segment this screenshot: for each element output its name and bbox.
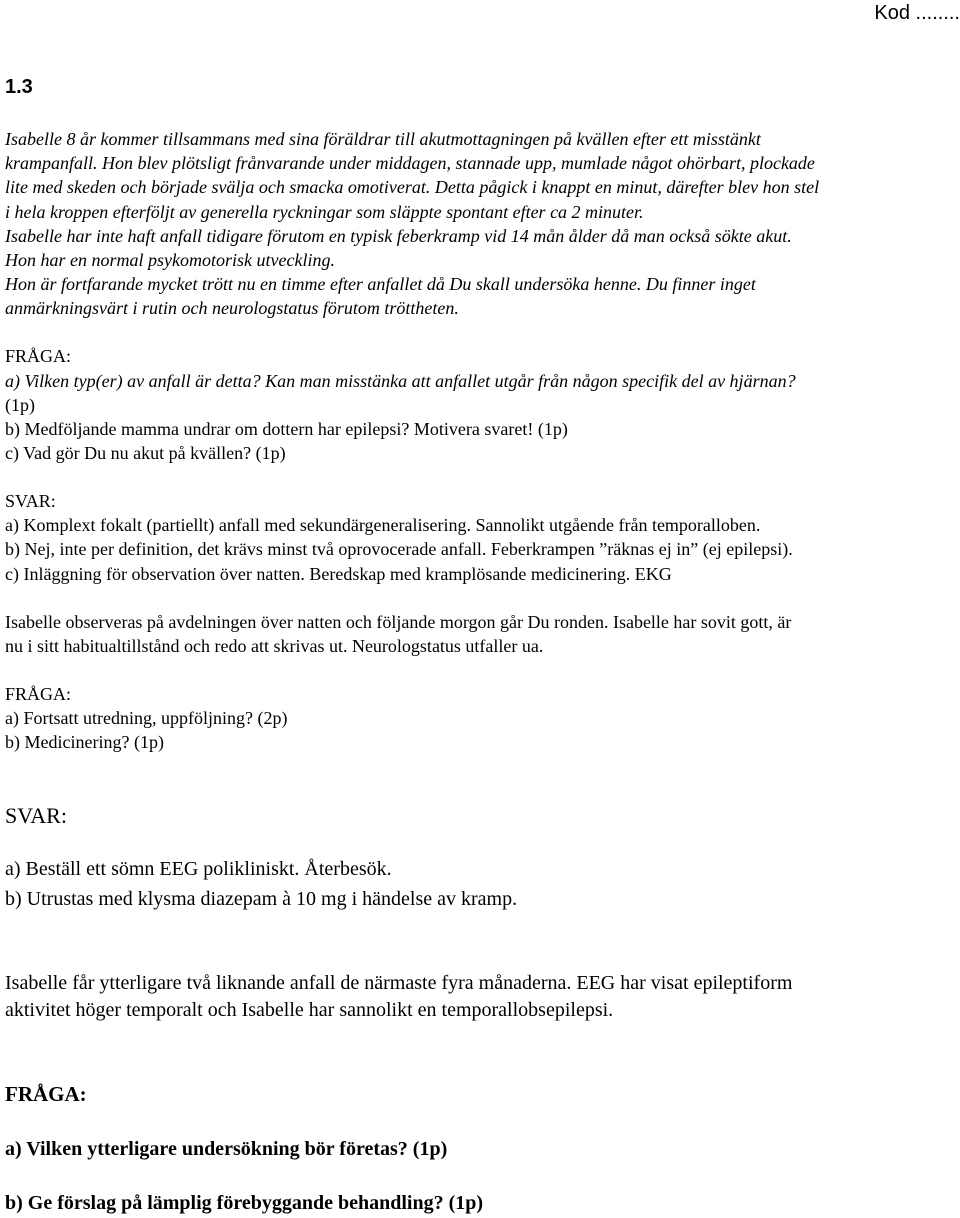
case-line: Hon är fortfarande mycket trött nu en timme efter anfallet då Du skall undersöka henne. Du finner inget [5, 274, 756, 294]
question-item: b) Medicinering? (1p) [5, 732, 164, 752]
question-item: b) Medföljande mamma undrar om dottern har epilepsi? Motivera svaret! (1p) [5, 419, 568, 439]
case-line: aktivitet höger temporalt och Isabelle har sannolikt en temporallobsepilepsi. [5, 999, 614, 1021]
case-line: i hela kroppen efterföljt av generella ryckningar som släppte spontant efter ca 2 minuter. [5, 202, 644, 222]
question-item: c) Vad gör Du nu akut på kvällen? (1p) [5, 443, 286, 463]
question-heading: FRÅGA: [5, 684, 72, 704]
answer-item: c) Inläggning för observation över natten. Beredskap med kramplösande medicinering. EKG [5, 564, 672, 584]
case-line: Isabelle 8 år kommer tillsammans med sina föräldrar till akutmottagningen på kvällen efter ett misstänkt [5, 129, 761, 149]
case-line: krampanfall. Hon blev plötsligt frånvarande under middagen, stannade upp, mumlade något ohörbart, plockade [5, 153, 815, 173]
case-line: anmärkningsvärt i rutin och neurologstatus förutom tröttheten. [5, 298, 459, 318]
answer-heading: SVAR: [5, 491, 56, 511]
question-item: a) Vilken typ(er) av anfall är detta? Kan man misstänka att anfallet utgår från någon specifik del av hjärnan? [5, 371, 796, 391]
answer-heading: SVAR: [5, 803, 67, 828]
case-line: Isabelle observeras på avdelningen över natten och följande morgon går Du ronden. Isabelle har sovit gott, är [5, 612, 792, 632]
code-field: Kod ........ [874, 2, 960, 24]
answer-item: b) Nej, inte per definition, det krävs minst två oprovocerade anfall. Feberkrampen ”räknas ej in” (ej epilepsi). [5, 539, 793, 559]
section-number: 1.3 [5, 76, 33, 98]
answer-item: a) Komplext fokalt (partiellt) anfall med sekundärgeneralisering. Sannolikt utgående från temporalloben. [5, 515, 761, 535]
question-item: a) Vilken ytterligare undersökning bör företas? (1p) [5, 1138, 448, 1160]
question-heading: FRÅGA: [5, 346, 72, 366]
question-item: a) Fortsatt utredning, uppföljning? (2p) [5, 708, 288, 728]
case-line: Hon har en normal psykomotorisk utveckling. [5, 250, 335, 270]
case-line: nu i sitt habitualtillstånd och redo att skrivas ut. Neurologstatus utfaller ua. [5, 636, 544, 656]
answer-item: b) Utrustas med klysma diazepam à 10 mg i händelse av kramp. [5, 888, 518, 910]
question-heading: FRÅGA: [5, 1082, 87, 1106]
question-item: b) Ge förslag på lämplig förebyggande behandling? (1p) [5, 1192, 484, 1214]
case-line: Isabelle har inte haft anfall tidigare förutom en typisk feberkramp vid 14 mån ålder då man också sökte akut. [5, 226, 792, 246]
question-points: (1p) [5, 395, 35, 415]
case-line: Isabelle får ytterligare två liknande anfall de närmaste fyra månaderna. EEG har visat epileptiform [5, 972, 793, 994]
answer-item: a) Beställ ett sömn EEG polikliniskt. Återbesök. [5, 858, 392, 880]
case-line: lite med skeden och började svälja och smacka omotiverat. Detta pågick i knappt en minut, därefter blev hon stel [5, 177, 820, 197]
